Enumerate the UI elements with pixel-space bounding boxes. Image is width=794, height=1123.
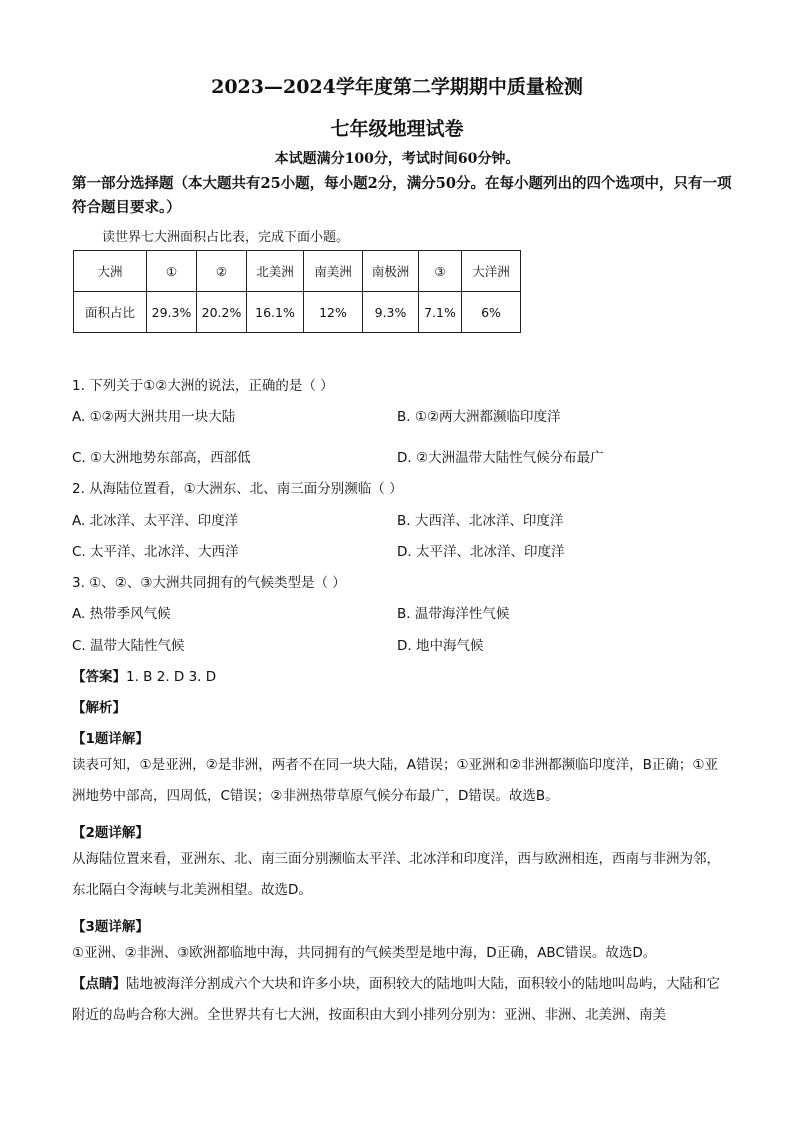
- answer-line: [72, 665, 216, 685]
- page-subtitle: 七年级地理试卷: [330, 118, 464, 140]
- option-d: D. 太平洋、北冰洋、印度洋: [397, 544, 565, 560]
- analysis-label: 【解析】: [72, 700, 126, 716]
- detail-1-label: 【1题详解】: [72, 731, 149, 747]
- tip-paragraph: [72, 969, 722, 1031]
- option-d: D. ②大洲温带大陆性气候分布最广: [397, 450, 604, 466]
- table-cell: 6%: [462, 292, 521, 333]
- table-row: [74, 292, 521, 333]
- question-stem: 1. 下列关于①②大洲的说法，正确的是（ ）: [72, 378, 334, 394]
- question-stem: 3. ①、②、③大洲共同拥有的气候类型是（ ）: [72, 575, 346, 591]
- table-cell: ②: [197, 251, 247, 292]
- table-header-row: [74, 251, 521, 292]
- option-a: A. 北冰洋、太平洋、印度洋: [72, 513, 239, 529]
- table-cell: 20.2%: [197, 292, 247, 333]
- table-cell: 16.1%: [247, 292, 304, 333]
- option-a: A. ①②两大洲共用一块大陆: [72, 409, 236, 425]
- table-cell: 北美洲: [247, 251, 304, 292]
- detail-1-text: 读表可知，①是亚洲，②是非洲，两者不在同一块大陆，A错误；①亚洲和②非洲都濒临印度洋，B正确；①亚洲地势中部高，四周低，C错误；②非洲热带草原气候分布最广，D错误。故选B。: [72, 757, 719, 804]
- detail-2-label: 【2题详解】: [72, 825, 149, 841]
- table-cell: 29.3%: [147, 292, 197, 333]
- table-intro: 读世界七大洲面积占比表，完成下面小题。: [102, 230, 350, 245]
- exam-meta: 本试题满分100分，考试时间60分钟。: [274, 151, 520, 167]
- tip-label: 【点睛】: [72, 976, 126, 992]
- option-d: D. 地中海气候: [397, 638, 484, 654]
- table-cell: ①: [147, 251, 197, 292]
- table-cell: 面积占比: [74, 292, 147, 333]
- detail-3-label: 【3题详解】: [72, 919, 149, 935]
- option-b: B. 大西洋、北冰洋、印度洋: [397, 513, 564, 529]
- table-cell: 大洲: [74, 251, 147, 292]
- option-a: A. 热带季风气候: [72, 606, 171, 622]
- detail-2-text: 从海陆位置来看，亚洲东、北、南三面分别濒临太平洋、北冰洋和印度洋，西与欧洲相连，西南与非洲为邻，东北隔白令海峡与北美洲相望。故选D。: [72, 851, 720, 898]
- option-c: C. ①大洲地势东部高，西部低: [72, 450, 251, 466]
- section-heading: 第一部分选择题（本大题共有25小题，每小题2分，满分50分。在每小题列出的四个选项中，只有一项符合题目要求。）: [72, 175, 732, 216]
- option-c: C. 太平洋、北冰洋、大西洋: [72, 544, 239, 560]
- table-cell: 南极洲: [363, 251, 419, 292]
- answer-label: 【答案】: [72, 669, 126, 685]
- table-cell: 大洋洲: [462, 251, 521, 292]
- table-cell: 12%: [304, 292, 363, 333]
- page-title: 2023—2024学年度第二学期期中质量检测: [211, 76, 583, 98]
- detail-3-text: ①亚洲、②非洲、③欧洲都临地中海，共同拥有的气候类型是地中海，D正确，ABC错误。故选D。: [72, 945, 657, 961]
- table-cell: ③: [419, 251, 462, 292]
- continent-area-table: [73, 250, 521, 333]
- answer-text: 1. B 2. D 3. D: [126, 669, 217, 685]
- table-cell: 9.3%: [363, 292, 419, 333]
- table-cell: 7.1%: [419, 292, 462, 333]
- option-b: B. 温带海洋性气候: [397, 606, 510, 622]
- question-stem: 2. 从海陆位置看，①大洲东、北、南三面分别濒临（ ）: [72, 481, 403, 497]
- table-cell: 南美洲: [304, 251, 363, 292]
- option-b: B. ①②两大洲都濒临印度洋: [397, 409, 561, 425]
- tip-text: 陆地被海洋分割成六个大块和许多小块，面积较大的陆地叫大陆，面积较小的陆地叫岛屿，大陆和它附近的岛屿合称大洲。全世界共有七大洲，按面积由大到小排列分别为：亚洲、非洲、北美洲、南美: [72, 976, 720, 1023]
- option-c: C. 温带大陆性气候: [72, 638, 185, 654]
